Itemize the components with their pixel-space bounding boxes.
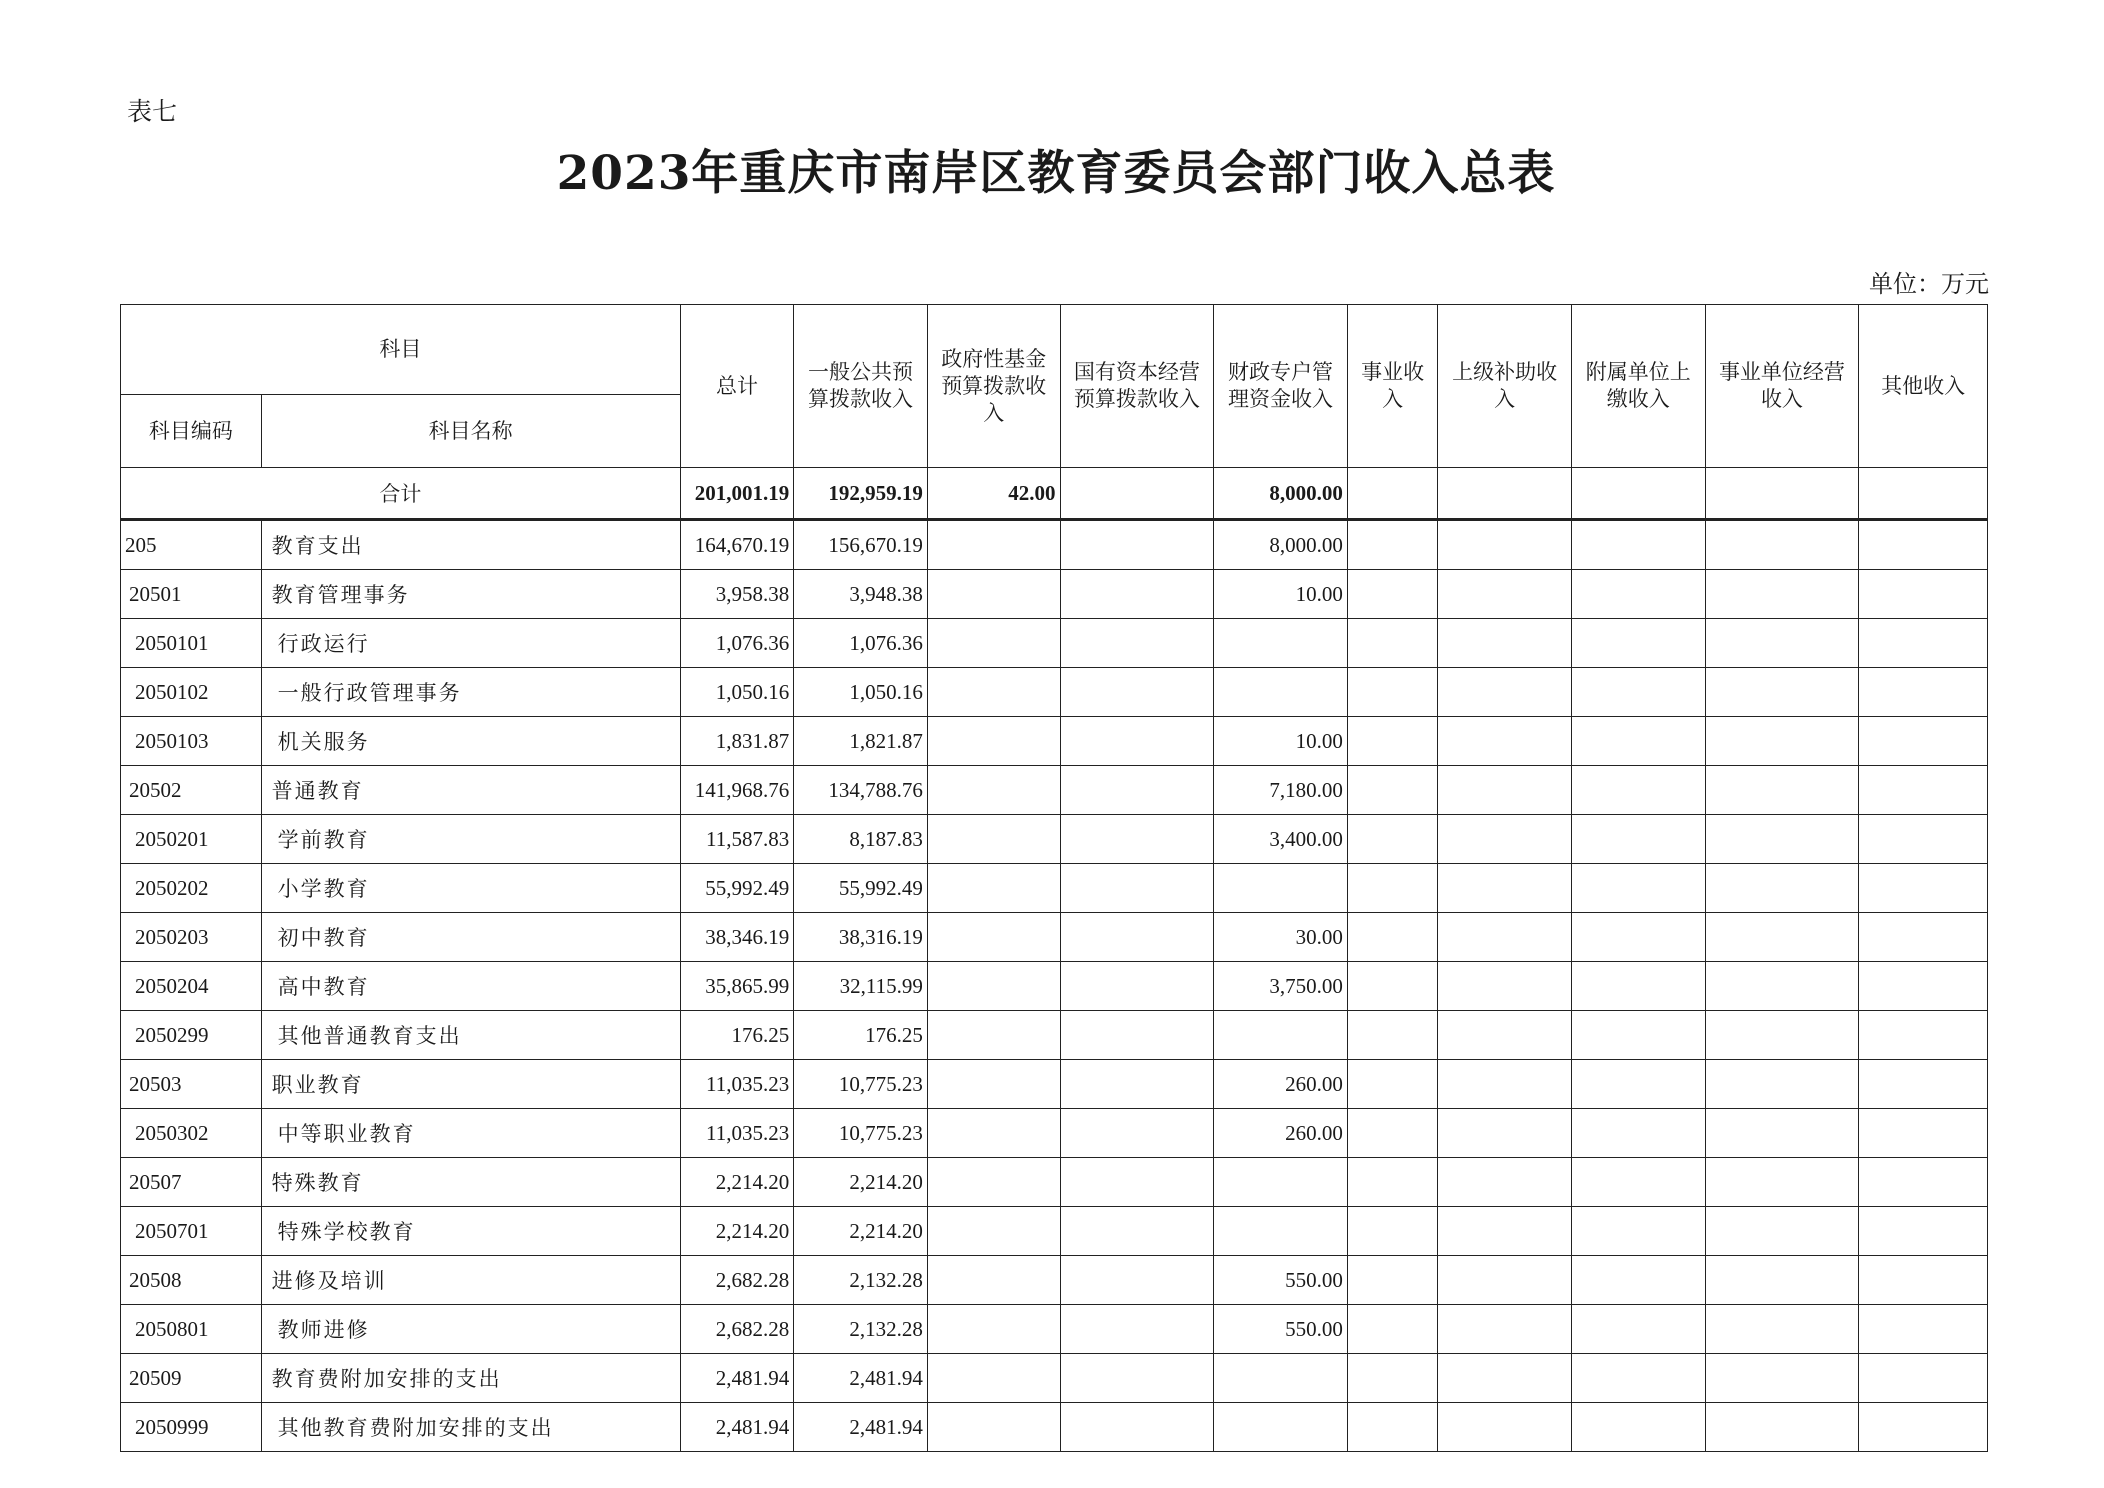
cell-state-capital — [1060, 1256, 1214, 1305]
cell-superior-subsidy — [1438, 1011, 1572, 1060]
table-row — [121, 1011, 1988, 1060]
cell-code: 2050801 — [121, 1305, 262, 1354]
cell-code: 2050203 — [121, 913, 262, 962]
cell-total: 35,865.99 — [680, 962, 794, 1011]
cell-code: 2050201 — [121, 815, 262, 864]
cell-other-income — [1859, 570, 1988, 619]
cell-gov-fund — [927, 815, 1060, 864]
cell-operating-income — [1705, 520, 1859, 570]
cell-name: 机关服务 — [261, 717, 680, 766]
cell-state-capital — [1060, 1109, 1214, 1158]
cell-superior-subsidy — [1438, 864, 1572, 913]
cell-general-budget: 38,316.19 — [794, 913, 928, 962]
table-row — [121, 962, 1988, 1011]
cell-operating-income — [1705, 1011, 1859, 1060]
cell-operating-income — [1705, 913, 1859, 962]
cell-total: 11,035.23 — [680, 1109, 794, 1158]
cell-total: 2,481.94 — [680, 1354, 794, 1403]
cell-general-budget: 134,788.76 — [794, 766, 928, 815]
cell-business-income — [1347, 668, 1437, 717]
table-row — [121, 1256, 1988, 1305]
cell-name: 一般行政管理事务 — [261, 668, 680, 717]
cell-gov-fund — [927, 1158, 1060, 1207]
cell-gov-fund — [927, 1354, 1060, 1403]
gov-fund-header: 政府性基金预算拨款收入 — [927, 305, 1060, 468]
cell-operating-income — [1705, 1354, 1859, 1403]
cell-general-budget: 55,992.49 — [794, 864, 928, 913]
cell-general-budget: 2,214.20 — [794, 1158, 928, 1207]
cell-business-income — [1347, 1403, 1437, 1452]
cell-state-capital — [1060, 1403, 1214, 1452]
cell-gov-fund — [927, 717, 1060, 766]
cell-other-income — [1859, 1158, 1988, 1207]
cell-gov-fund — [927, 520, 1060, 570]
cell-state-capital — [1060, 815, 1214, 864]
cell-operating-income — [1705, 619, 1859, 668]
cell-state-capital — [1060, 717, 1214, 766]
cell-other-income — [1859, 962, 1988, 1011]
cell-general-budget: 156,670.19 — [794, 520, 928, 570]
table-row — [121, 1403, 1988, 1452]
cell-general-budget: 2,214.20 — [794, 1207, 928, 1256]
cell-operating-income — [1705, 1060, 1859, 1109]
cell-state-capital — [1060, 570, 1214, 619]
cell-code: 20501 — [121, 570, 262, 619]
cell-business-income — [1347, 1354, 1437, 1403]
cell-special-fund: 10.00 — [1214, 570, 1348, 619]
table-row — [121, 1109, 1988, 1158]
code-header: 科目编码 — [121, 395, 262, 468]
cell-operating-income — [1705, 864, 1859, 913]
cell-total: 164,670.19 — [680, 520, 794, 570]
cell-superior-subsidy — [1438, 1256, 1572, 1305]
cell-state-capital — [1060, 913, 1214, 962]
business-income-header: 事业收入 — [1347, 305, 1437, 468]
cell-name: 教育费附加安排的支出 — [261, 1354, 680, 1403]
cell-code: 20508 — [121, 1256, 262, 1305]
cell-code: 2050103 — [121, 717, 262, 766]
cell-state-capital — [1060, 864, 1214, 913]
cell-superior-subsidy — [1438, 570, 1572, 619]
cell-business-income — [1347, 717, 1437, 766]
cell-other-income — [1859, 1354, 1988, 1403]
cell-name: 小学教育 — [261, 864, 680, 913]
cell-business-income — [1347, 1207, 1437, 1256]
cell-code: 2050302 — [121, 1109, 262, 1158]
total-row-affiliated-remit — [1571, 468, 1705, 520]
cell-special-fund: 30.00 — [1214, 913, 1348, 962]
cell-code: 20507 — [121, 1158, 262, 1207]
table-row — [121, 619, 1988, 668]
cell-superior-subsidy — [1438, 668, 1572, 717]
operating-income-header: 事业单位经营收入 — [1705, 305, 1859, 468]
page-title: 2023年重庆市南岸区教育委员会部门收入总表 — [556, 146, 1556, 201]
cell-total: 176.25 — [680, 1011, 794, 1060]
cell-special-fund: 10.00 — [1214, 717, 1348, 766]
total-row-gov-fund: 42.00 — [927, 468, 1060, 520]
cell-special-fund — [1214, 1207, 1348, 1256]
unit-label: 单位：万元 — [1869, 270, 1989, 298]
cell-business-income — [1347, 1305, 1437, 1354]
cell-total: 2,214.20 — [680, 1158, 794, 1207]
cell-other-income — [1859, 1011, 1988, 1060]
cell-other-income — [1859, 1305, 1988, 1354]
cell-superior-subsidy — [1438, 1060, 1572, 1109]
cell-gov-fund — [927, 1305, 1060, 1354]
cell-special-fund: 550.00 — [1214, 1305, 1348, 1354]
cell-name: 教师进修 — [261, 1305, 680, 1354]
cell-general-budget: 8,187.83 — [794, 815, 928, 864]
cell-name: 其他普通教育支出 — [261, 1011, 680, 1060]
cell-code: 2050202 — [121, 864, 262, 913]
cell-state-capital — [1060, 1060, 1214, 1109]
cell-special-fund: 550.00 — [1214, 1256, 1348, 1305]
cell-special-fund: 7,180.00 — [1214, 766, 1348, 815]
cell-business-income — [1347, 962, 1437, 1011]
cell-business-income — [1347, 1256, 1437, 1305]
cell-code: 20503 — [121, 1060, 262, 1109]
cell-name: 特殊教育 — [261, 1158, 680, 1207]
general-budget-header: 一般公共预算拨款收入 — [794, 305, 928, 468]
cell-code: 2050101 — [121, 619, 262, 668]
cell-gov-fund — [927, 1060, 1060, 1109]
total-row-general-budget: 192,959.19 — [794, 468, 928, 520]
cell-gov-fund — [927, 962, 1060, 1011]
subject-group-header: 科目 — [121, 305, 681, 395]
total-row-state-capital — [1060, 468, 1214, 520]
cell-name: 初中教育 — [261, 913, 680, 962]
table-row — [121, 766, 1988, 815]
cell-gov-fund — [927, 1403, 1060, 1452]
table-row — [121, 815, 1988, 864]
cell-general-budget: 10,775.23 — [794, 1060, 928, 1109]
cell-other-income — [1859, 520, 1988, 570]
cell-affiliated-remit — [1571, 1109, 1705, 1158]
table-row — [121, 668, 1988, 717]
table-row — [121, 1305, 1988, 1354]
cell-code: 2050102 — [121, 668, 262, 717]
cell-business-income — [1347, 766, 1437, 815]
cell-name: 高中教育 — [261, 962, 680, 1011]
total-row-special-fund: 8,000.00 — [1214, 468, 1348, 520]
cell-operating-income — [1705, 815, 1859, 864]
cell-name: 进修及培训 — [261, 1256, 680, 1305]
state-capital-header: 国有资本经营预算拨款收入 — [1060, 305, 1214, 468]
cell-gov-fund — [927, 619, 1060, 668]
table-row — [121, 1158, 1988, 1207]
table-row — [121, 570, 1988, 619]
total-row — [121, 468, 1988, 520]
cell-affiliated-remit — [1571, 619, 1705, 668]
cell-total: 2,682.28 — [680, 1305, 794, 1354]
cell-state-capital — [1060, 668, 1214, 717]
cell-business-income — [1347, 1060, 1437, 1109]
affiliated-remit-header: 附属单位上缴收入 — [1571, 305, 1705, 468]
cell-code: 20502 — [121, 766, 262, 815]
cell-affiliated-remit — [1571, 1403, 1705, 1452]
cell-operating-income — [1705, 962, 1859, 1011]
cell-operating-income — [1705, 1207, 1859, 1256]
cell-name: 教育支出 — [261, 520, 680, 570]
cell-general-budget: 10,775.23 — [794, 1109, 928, 1158]
cell-operating-income — [1705, 1403, 1859, 1452]
cell-total: 1,831.87 — [680, 717, 794, 766]
table-row — [121, 1354, 1988, 1403]
cell-superior-subsidy — [1438, 1305, 1572, 1354]
cell-affiliated-remit — [1571, 864, 1705, 913]
cell-affiliated-remit — [1571, 1011, 1705, 1060]
cell-total: 3,958.38 — [680, 570, 794, 619]
cell-special-fund: 260.00 — [1214, 1109, 1348, 1158]
cell-general-budget: 176.25 — [794, 1011, 928, 1060]
cell-state-capital — [1060, 1354, 1214, 1403]
total-row-business-income — [1347, 468, 1437, 520]
cell-name: 职业教育 — [261, 1060, 680, 1109]
cell-operating-income — [1705, 1109, 1859, 1158]
cell-special-fund: 260.00 — [1214, 1060, 1348, 1109]
cell-affiliated-remit — [1571, 815, 1705, 864]
cell-state-capital — [1060, 1158, 1214, 1207]
cell-state-capital — [1060, 520, 1214, 570]
cell-gov-fund — [927, 570, 1060, 619]
table-row — [121, 520, 1988, 570]
cell-other-income — [1859, 717, 1988, 766]
cell-state-capital — [1060, 962, 1214, 1011]
cell-total: 2,214.20 — [680, 1207, 794, 1256]
cell-name: 行政运行 — [261, 619, 680, 668]
cell-business-income — [1347, 815, 1437, 864]
table-body — [121, 468, 1988, 1452]
cell-operating-income — [1705, 1256, 1859, 1305]
table-row — [121, 717, 1988, 766]
cell-name: 其他教育费附加安排的支出 — [261, 1403, 680, 1452]
cell-general-budget: 1,821.87 — [794, 717, 928, 766]
cell-special-fund: 3,750.00 — [1214, 962, 1348, 1011]
total-row-total: 201,001.19 — [680, 468, 794, 520]
total-row-other-income — [1859, 468, 1988, 520]
cell-operating-income — [1705, 570, 1859, 619]
cell-affiliated-remit — [1571, 1158, 1705, 1207]
cell-operating-income — [1705, 668, 1859, 717]
table-header — [121, 305, 1988, 468]
cell-other-income — [1859, 913, 1988, 962]
cell-other-income — [1859, 766, 1988, 815]
cell-affiliated-remit — [1571, 1305, 1705, 1354]
total-header: 总计 — [680, 305, 794, 468]
cell-gov-fund — [927, 1256, 1060, 1305]
cell-operating-income — [1705, 1305, 1859, 1354]
cell-superior-subsidy — [1438, 717, 1572, 766]
cell-gov-fund — [927, 1109, 1060, 1158]
table-row — [121, 1060, 1988, 1109]
cell-gov-fund — [927, 913, 1060, 962]
cell-gov-fund — [927, 766, 1060, 815]
cell-general-budget: 1,050.16 — [794, 668, 928, 717]
table-number-label: 表七 — [127, 97, 178, 126]
cell-other-income — [1859, 619, 1988, 668]
cell-general-budget: 3,948.38 — [794, 570, 928, 619]
cell-affiliated-remit — [1571, 913, 1705, 962]
cell-special-fund — [1214, 619, 1348, 668]
cell-gov-fund — [927, 1011, 1060, 1060]
cell-name: 教育管理事务 — [261, 570, 680, 619]
cell-state-capital — [1060, 766, 1214, 815]
cell-general-budget: 2,481.94 — [794, 1403, 928, 1452]
cell-special-fund — [1214, 1403, 1348, 1452]
cell-other-income — [1859, 668, 1988, 717]
cell-superior-subsidy — [1438, 766, 1572, 815]
cell-affiliated-remit — [1571, 1354, 1705, 1403]
cell-business-income — [1347, 1158, 1437, 1207]
cell-other-income — [1859, 864, 1988, 913]
cell-superior-subsidy — [1438, 913, 1572, 962]
cell-business-income — [1347, 619, 1437, 668]
cell-other-income — [1859, 1109, 1988, 1158]
cell-total: 1,076.36 — [680, 619, 794, 668]
cell-superior-subsidy — [1438, 1158, 1572, 1207]
cell-general-budget: 32,115.99 — [794, 962, 928, 1011]
cell-total: 2,481.94 — [680, 1403, 794, 1452]
cell-superior-subsidy — [1438, 1354, 1572, 1403]
cell-superior-subsidy — [1438, 520, 1572, 570]
cell-total: 11,587.83 — [680, 815, 794, 864]
cell-superior-subsidy — [1438, 1109, 1572, 1158]
cell-total: 141,968.76 — [680, 766, 794, 815]
cell-total: 11,035.23 — [680, 1060, 794, 1109]
cell-other-income — [1859, 1207, 1988, 1256]
cell-business-income — [1347, 570, 1437, 619]
cell-business-income — [1347, 520, 1437, 570]
cell-affiliated-remit — [1571, 1060, 1705, 1109]
cell-business-income — [1347, 1109, 1437, 1158]
cell-business-income — [1347, 913, 1437, 962]
cell-state-capital — [1060, 1011, 1214, 1060]
cell-state-capital — [1060, 1305, 1214, 1354]
cell-general-budget: 2,132.28 — [794, 1256, 928, 1305]
cell-name: 特殊学校教育 — [261, 1207, 680, 1256]
cell-superior-subsidy — [1438, 815, 1572, 864]
cell-name: 普通教育 — [261, 766, 680, 815]
cell-gov-fund — [927, 864, 1060, 913]
cell-code: 20509 — [121, 1354, 262, 1403]
cell-code: 2050204 — [121, 962, 262, 1011]
cell-general-budget: 1,076.36 — [794, 619, 928, 668]
cell-gov-fund — [927, 668, 1060, 717]
cell-affiliated-remit — [1571, 717, 1705, 766]
name-header: 科目名称 — [261, 395, 680, 468]
cell-special-fund: 3,400.00 — [1214, 815, 1348, 864]
cell-name: 中等职业教育 — [261, 1109, 680, 1158]
cell-general-budget: 2,132.28 — [794, 1305, 928, 1354]
cell-affiliated-remit — [1571, 520, 1705, 570]
superior-subsidy-header: 上级补助收入 — [1438, 305, 1572, 468]
cell-operating-income — [1705, 1158, 1859, 1207]
cell-total: 55,992.49 — [680, 864, 794, 913]
cell-total: 1,050.16 — [680, 668, 794, 717]
cell-special-fund — [1214, 668, 1348, 717]
cell-total: 2,682.28 — [680, 1256, 794, 1305]
cell-affiliated-remit — [1571, 962, 1705, 1011]
cell-affiliated-remit — [1571, 570, 1705, 619]
cell-affiliated-remit — [1571, 668, 1705, 717]
other-income-header: 其他收入 — [1859, 305, 1988, 468]
cell-other-income — [1859, 1060, 1988, 1109]
cell-superior-subsidy — [1438, 619, 1572, 668]
cell-gov-fund — [927, 1207, 1060, 1256]
cell-special-fund — [1214, 1158, 1348, 1207]
total-label: 合计 — [121, 468, 681, 520]
cell-special-fund — [1214, 1011, 1348, 1060]
cell-affiliated-remit — [1571, 1207, 1705, 1256]
special-fund-header: 财政专户管理资金收入 — [1214, 305, 1348, 468]
cell-superior-subsidy — [1438, 1403, 1572, 1452]
cell-business-income — [1347, 1011, 1437, 1060]
cell-affiliated-remit — [1571, 766, 1705, 815]
cell-special-fund — [1214, 1354, 1348, 1403]
cell-operating-income — [1705, 766, 1859, 815]
cell-code: 2050299 — [121, 1011, 262, 1060]
cell-other-income — [1859, 1403, 1988, 1452]
table-row — [121, 1207, 1988, 1256]
table-row — [121, 864, 1988, 913]
cell-special-fund — [1214, 864, 1348, 913]
income-summary-table — [120, 304, 1988, 1452]
cell-special-fund: 8,000.00 — [1214, 520, 1348, 570]
cell-name: 学前教育 — [261, 815, 680, 864]
cell-code: 205 — [121, 520, 262, 570]
cell-other-income — [1859, 1256, 1988, 1305]
cell-other-income — [1859, 815, 1988, 864]
cell-superior-subsidy — [1438, 1207, 1572, 1256]
total-row-operating-income — [1705, 468, 1859, 520]
cell-affiliated-remit — [1571, 1256, 1705, 1305]
table-row — [121, 913, 1988, 962]
cell-operating-income — [1705, 717, 1859, 766]
total-row-superior-subsidy — [1438, 468, 1572, 520]
cell-general-budget: 2,481.94 — [794, 1354, 928, 1403]
cell-superior-subsidy — [1438, 962, 1572, 1011]
cell-code: 2050999 — [121, 1403, 262, 1452]
cell-business-income — [1347, 864, 1437, 913]
cell-state-capital — [1060, 619, 1214, 668]
cell-state-capital — [1060, 1207, 1214, 1256]
cell-code: 2050701 — [121, 1207, 262, 1256]
cell-total: 38,346.19 — [680, 913, 794, 962]
